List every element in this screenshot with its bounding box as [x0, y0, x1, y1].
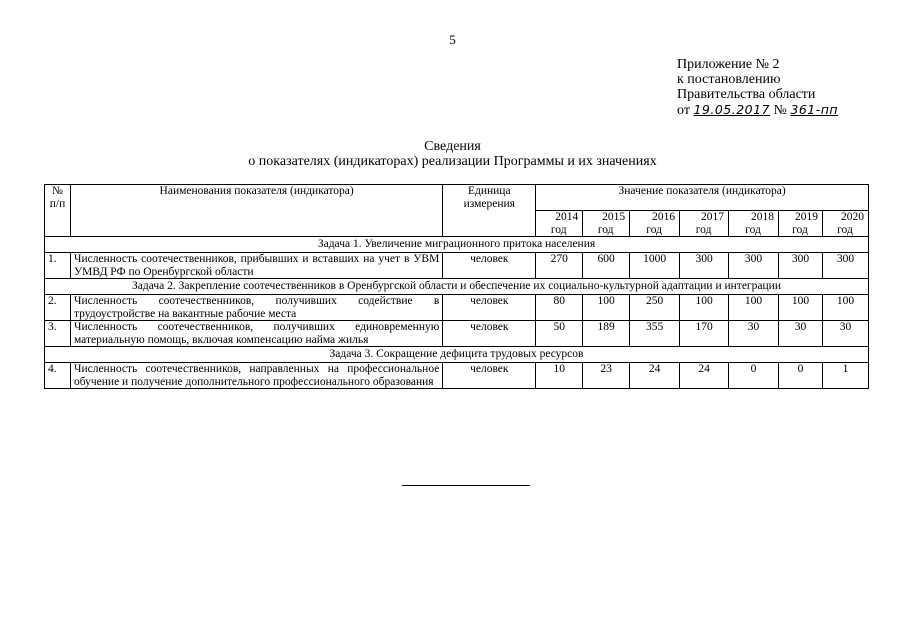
header-unit: Единица измерения: [443, 185, 536, 237]
handwritten-date: 19.05.2017: [693, 102, 771, 117]
row-name: Численность соотечественников, направленных на профессиональное обучение и получение дополнительного профессионального образования: [70, 363, 442, 389]
row-value: 300: [680, 253, 729, 279]
task-row: [45, 279, 869, 295]
table-row: [45, 363, 869, 389]
row-value: 100: [729, 295, 779, 321]
row-value: 24: [630, 363, 680, 389]
row-value: 300: [779, 253, 823, 279]
header-year: 2017 год: [680, 211, 729, 237]
header-year: 2015 год: [583, 211, 630, 237]
row-unit: человек: [443, 363, 536, 389]
row-value: 24: [680, 363, 729, 389]
page-number: 5: [449, 32, 456, 47]
row-value: 50: [536, 321, 583, 347]
table-row: [45, 321, 869, 347]
header-year: 2016 год: [630, 211, 680, 237]
row-num: 1.: [45, 253, 71, 279]
row-name: Численность соотечественников, прибывших и вставших на учет в УВМ УМВД РФ по Оренбургской области: [70, 253, 442, 279]
header-row: [45, 185, 869, 211]
row-value: 23: [583, 363, 630, 389]
header-year: 2018 год: [729, 211, 779, 237]
header-year: 2020 год: [822, 211, 868, 237]
task-3: Задача 3. Сокращение дефицита трудовых ресурсов: [45, 347, 869, 363]
table-row: [45, 295, 869, 321]
indicators-table: [44, 184, 869, 389]
row-value: 355: [630, 321, 680, 347]
task-row: [45, 237, 869, 253]
row-value: 300: [729, 253, 779, 279]
appendix-line-1: Приложение № 2: [677, 57, 780, 72]
row-value: 100: [680, 295, 729, 321]
row-value: 189: [583, 321, 630, 347]
row-value: 300: [822, 253, 868, 279]
row-value: 1: [822, 363, 868, 389]
row-value: 270: [536, 253, 583, 279]
row-value: 250: [630, 295, 680, 321]
title-line-2: о показателях (индикаторах) реализации Программы и их значениях: [248, 154, 657, 169]
header-value: Значение показателя (индикатора): [536, 185, 869, 211]
row-value: 1000: [630, 253, 680, 279]
end-divider: [402, 485, 530, 486]
row-unit: человек: [443, 253, 536, 279]
row-num: 4.: [45, 363, 71, 389]
appendix-date-line: [677, 102, 838, 118]
row-unit: человек: [443, 295, 536, 321]
header-name: Наименования показателя (индикатора): [70, 185, 442, 237]
row-num: 2.: [45, 295, 71, 321]
title-line-1: Сведения: [424, 139, 481, 154]
row-num: 3.: [45, 321, 71, 347]
row-value: 0: [779, 363, 823, 389]
row-unit: человек: [443, 321, 536, 347]
header-year: 2014 год: [536, 211, 583, 237]
document-title: [0, 139, 905, 169]
row-value: 30: [729, 321, 779, 347]
row-name: Численность соотечественников, получивших содействие в трудоустройстве на вакантные рабочие места: [70, 295, 442, 321]
row-value: 30: [779, 321, 823, 347]
number-prefix: №: [773, 103, 787, 118]
appendix-line-3: Правительства области: [677, 87, 816, 102]
header-year: 2019 год: [779, 211, 823, 237]
row-value: 100: [822, 295, 868, 321]
row-value: 0: [729, 363, 779, 389]
row-name: Численность соотечественников, получивших единовременную материальную помощь, включая компенсацию найма жилья: [70, 321, 442, 347]
row-value: 100: [779, 295, 823, 321]
row-value: 600: [583, 253, 630, 279]
task-row: [45, 347, 869, 363]
date-prefix: от: [677, 103, 690, 118]
row-value: 30: [822, 321, 868, 347]
row-value: 100: [583, 295, 630, 321]
table-row: [45, 253, 869, 279]
task-1: Задача 1. Увеличение миграционного притока населения: [45, 237, 869, 253]
handwritten-number: 361-пп: [790, 102, 839, 117]
appendix-line-2: к постановлению: [677, 72, 781, 87]
header-num: № п/п: [45, 185, 71, 237]
appendix-block: [677, 57, 838, 118]
row-value: 80: [536, 295, 583, 321]
row-value: 10: [536, 363, 583, 389]
row-value: 170: [680, 321, 729, 347]
task-2: Задача 2. Закрепление соотечественников в Оренбургской области и обеспечение их социально-культурной адаптации и интеграции: [45, 279, 869, 295]
